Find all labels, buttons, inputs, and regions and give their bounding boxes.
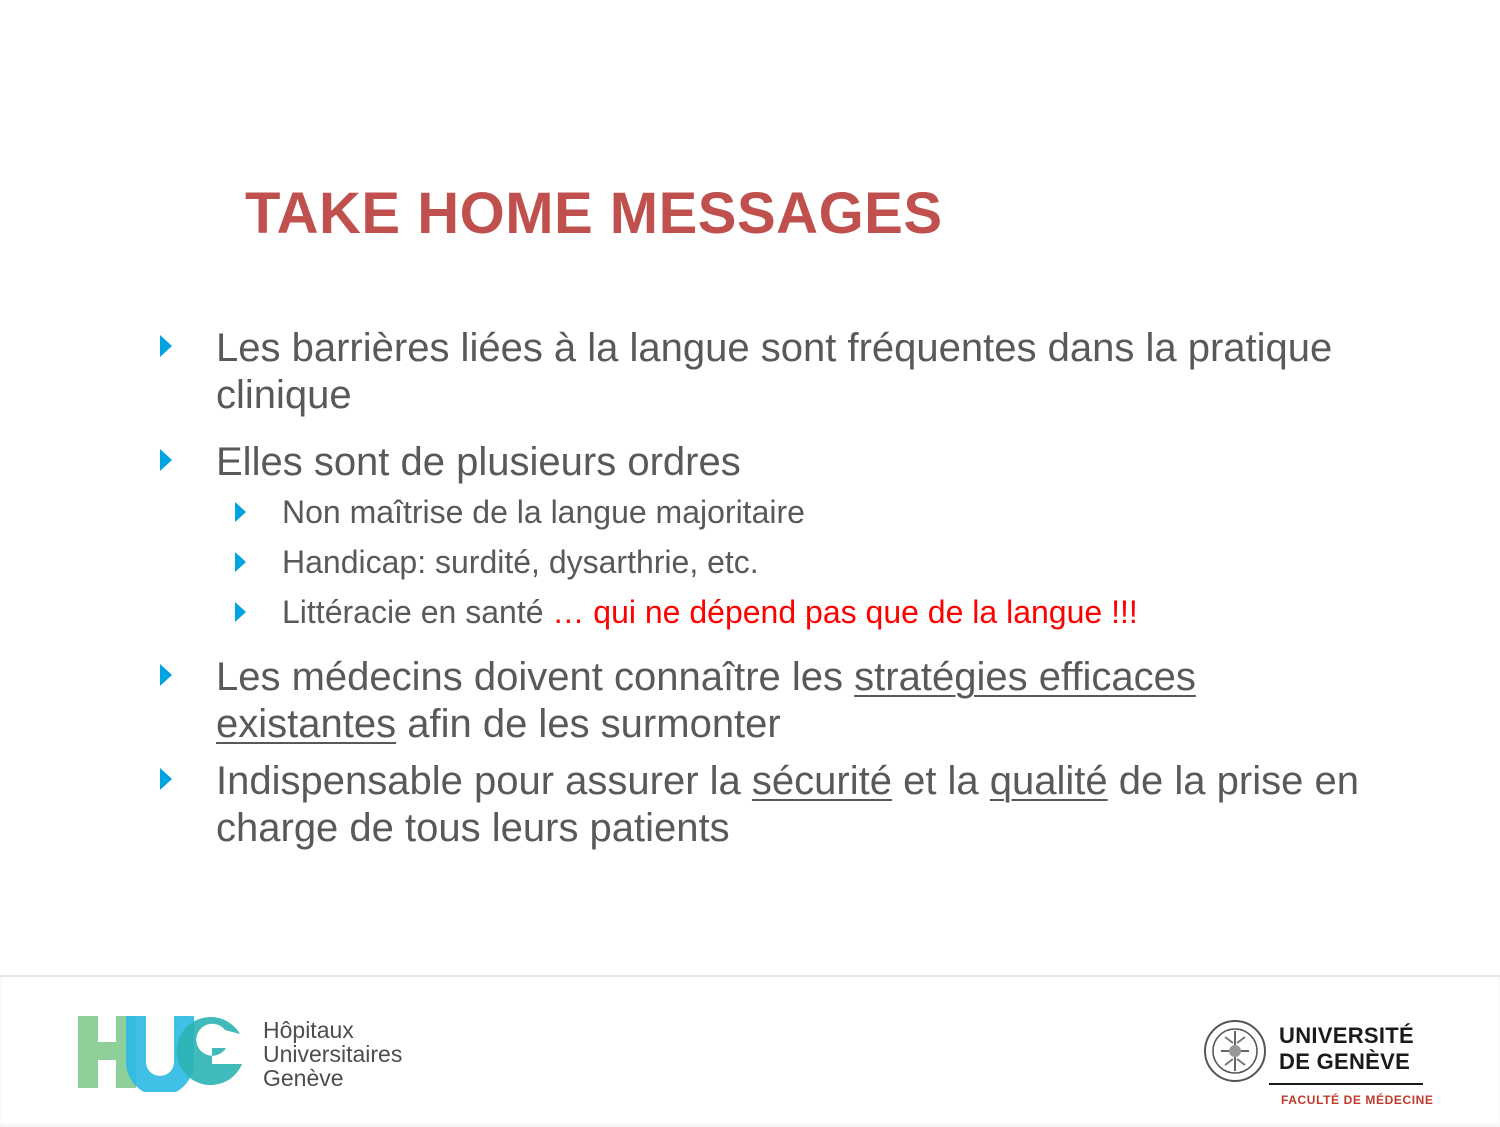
unige-name-line: UNIVERSITÉ bbox=[1279, 1023, 1415, 1048]
bullet-text: Les barrières liées à la langue sont fréquentes dans la pratique clinique bbox=[216, 326, 1333, 417]
bullet-item bbox=[160, 439, 1360, 486]
footer bbox=[0, 975, 1500, 1127]
highlight-text: … qui ne dépend pas que de la langue !!! bbox=[552, 594, 1138, 630]
underlined-text: stratégies efficaces existantes bbox=[216, 655, 1196, 746]
bullet-text: Elles sont de plusieurs ordres bbox=[216, 440, 741, 484]
bullet-text: afin de les surmonter bbox=[396, 702, 781, 746]
sub-bullet-item bbox=[160, 542, 1360, 582]
unige-name-line: DE GENÈVE bbox=[1279, 1049, 1411, 1074]
bullet-arrow-icon bbox=[235, 552, 246, 572]
sub-bullet-item bbox=[160, 592, 1360, 632]
sub-bullet-text: Handicap: surdité, dysarthrie, etc. bbox=[282, 544, 759, 580]
bullet-arrow-icon bbox=[235, 602, 246, 622]
bullet-text: Indispensable pour assurer la bbox=[216, 759, 752, 803]
geneva-seal-icon bbox=[1203, 1019, 1267, 1083]
hug-name-line: Universitaires bbox=[263, 1041, 403, 1067]
hug-logo bbox=[78, 1014, 243, 1092]
bullet-arrow-icon bbox=[160, 449, 172, 471]
unige-logo bbox=[1203, 1019, 1434, 1111]
bullet-text: de la prise en charge de tous leurs patients bbox=[216, 759, 1359, 850]
underlined-text: sécurité bbox=[751, 759, 892, 803]
sub-bullet-text: Non maîtrise de la langue majoritaire bbox=[282, 494, 805, 530]
bullet-arrow-icon bbox=[160, 768, 172, 790]
sub-bullet-item bbox=[160, 492, 1360, 532]
bullet-arrow-icon bbox=[235, 502, 246, 522]
bullet-text: et la bbox=[891, 759, 990, 803]
hug-name-line: Hôpitaux bbox=[263, 1017, 354, 1043]
bullet-item bbox=[160, 325, 1360, 419]
bullet-arrow-icon bbox=[160, 335, 172, 357]
divider bbox=[1269, 1083, 1423, 1085]
underlined-text: qualité bbox=[989, 759, 1108, 803]
slide-title: TAKE HOME MESSAGES bbox=[245, 181, 943, 246]
unige-faculty: FACULTÉ DE MÉDECINE bbox=[1281, 1093, 1434, 1107]
bullet-item bbox=[160, 758, 1360, 852]
bullet-text: Les médecins doivent connaître les bbox=[216, 655, 855, 699]
sub-bullet-text: Littéracie en santé bbox=[282, 594, 544, 630]
hug-name-line: Genève bbox=[263, 1065, 344, 1091]
bullet-item bbox=[160, 654, 1360, 748]
hug-name bbox=[263, 1018, 402, 1090]
bullet-list bbox=[160, 325, 1360, 852]
unige-name bbox=[1279, 1023, 1414, 1075]
bullet-arrow-icon bbox=[160, 664, 172, 686]
